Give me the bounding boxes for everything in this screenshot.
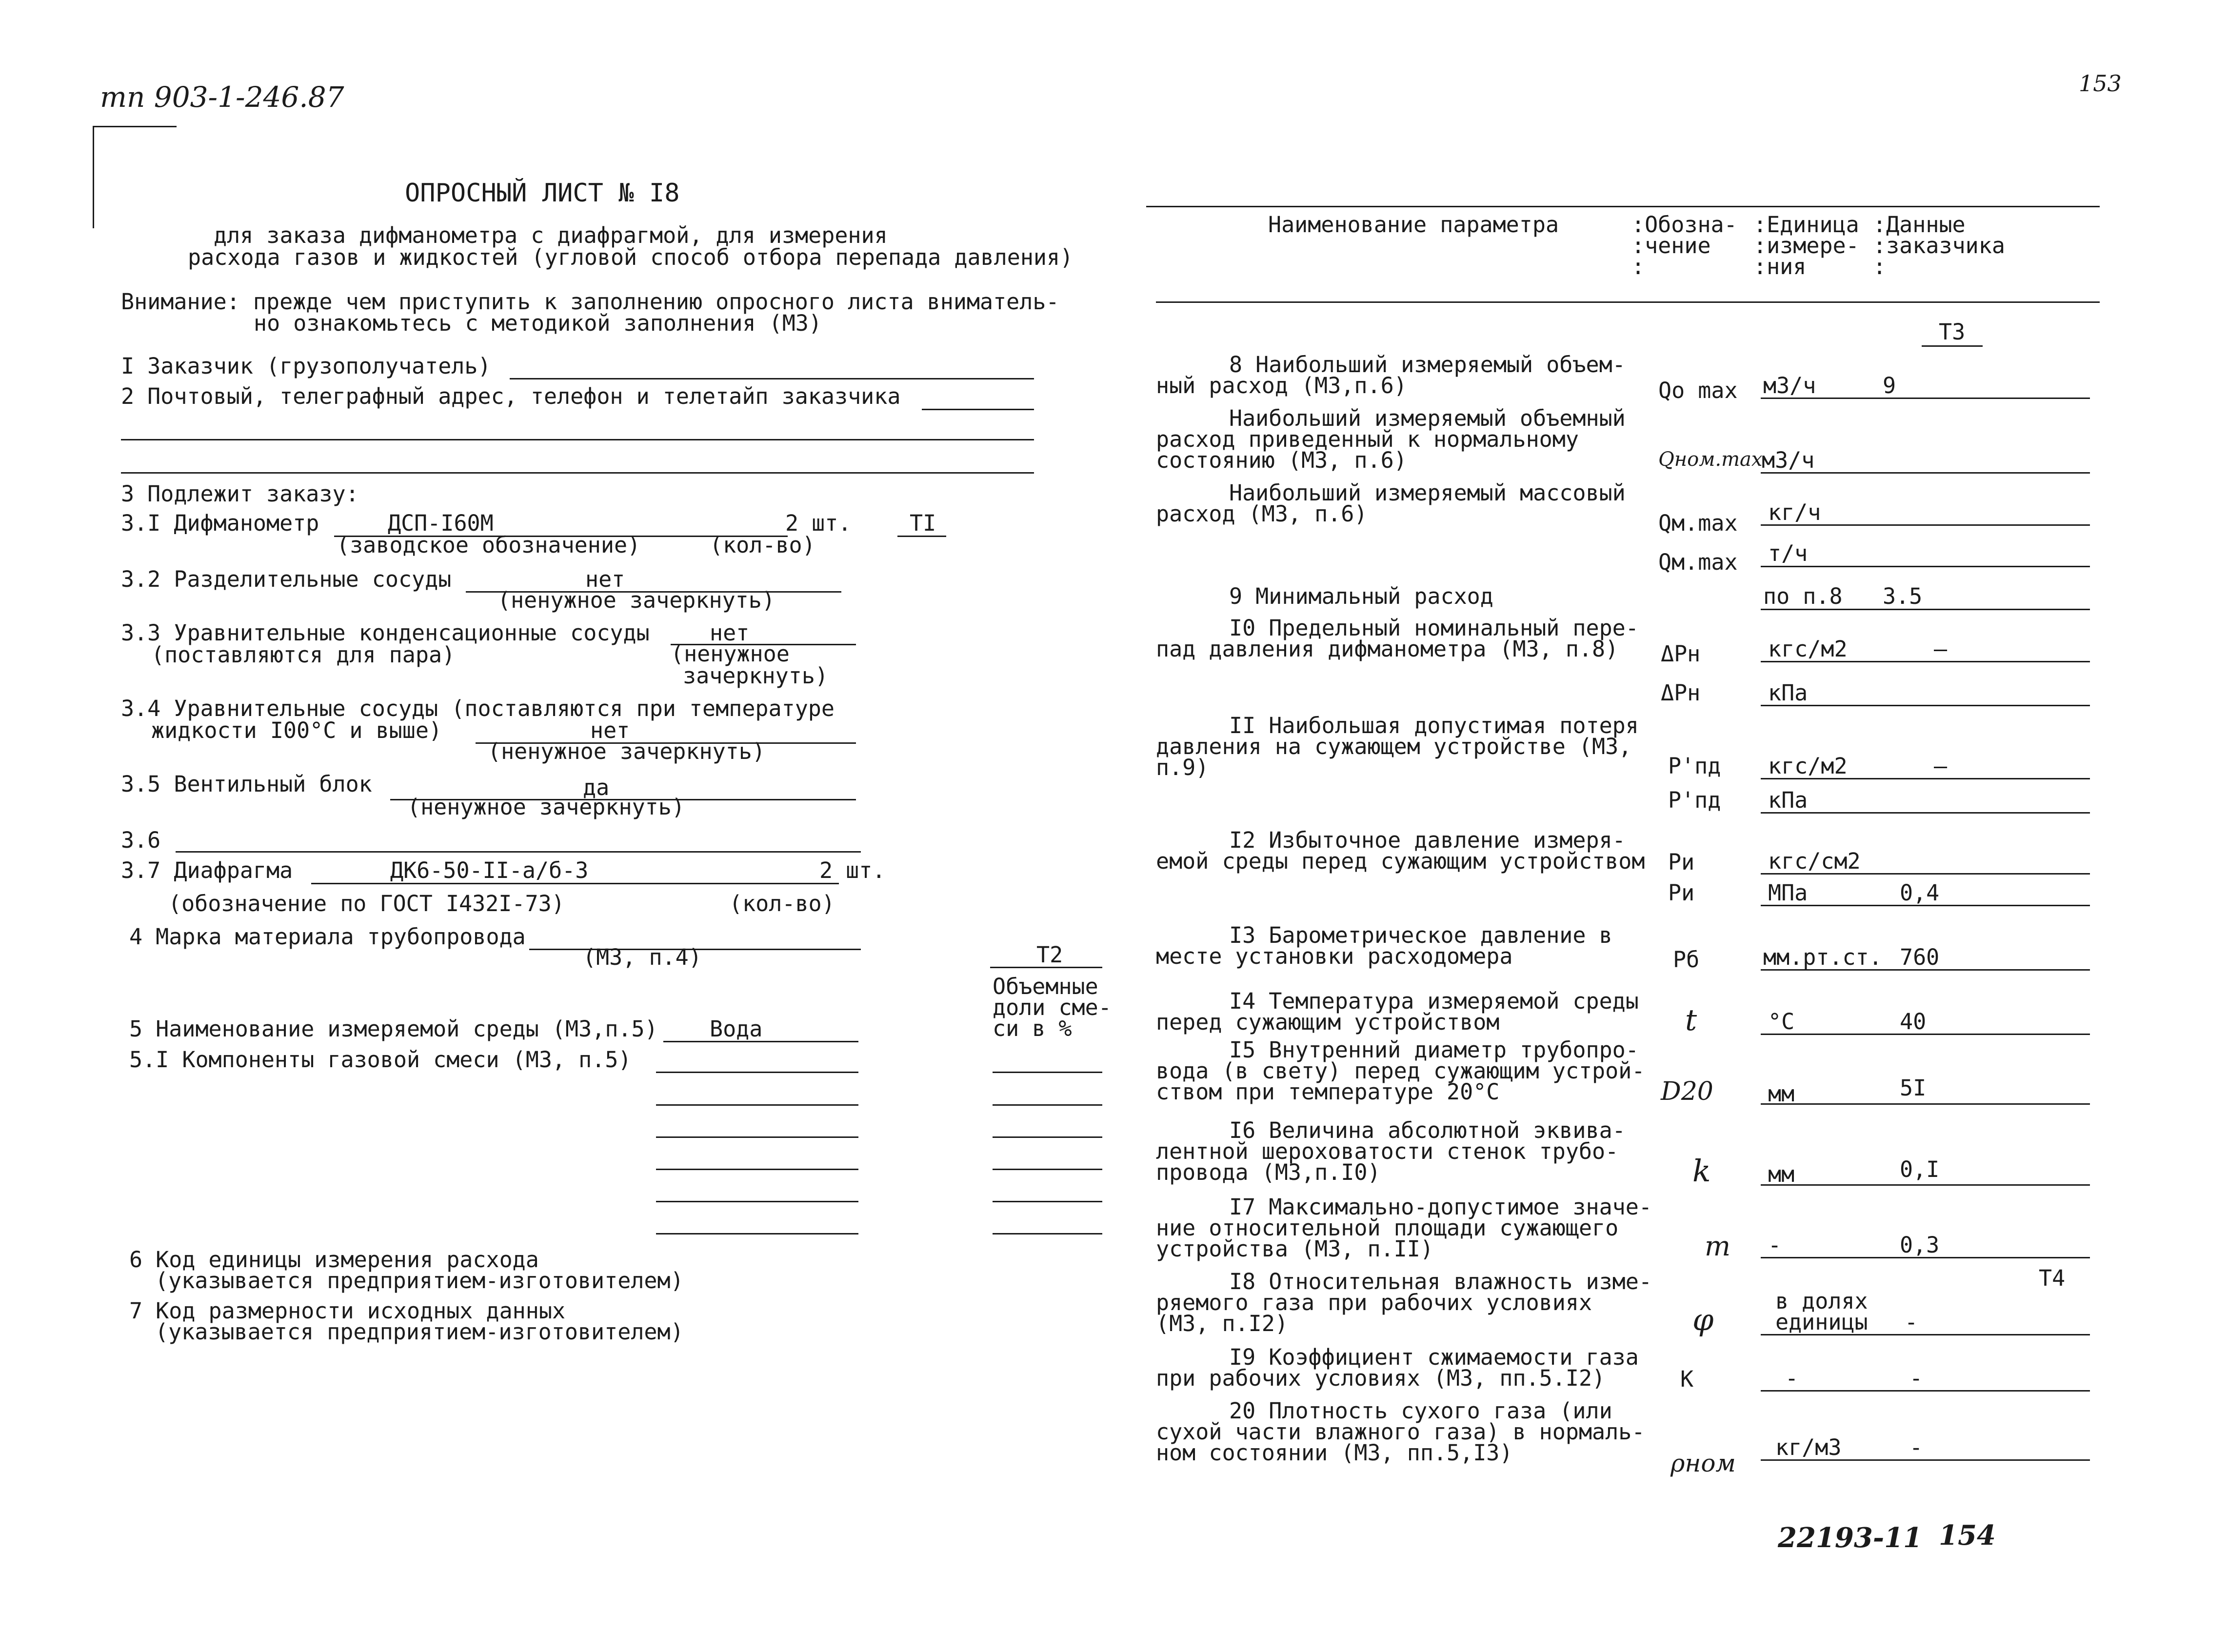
param-20-field[interactable] — [1761, 1459, 2090, 1461]
param-16-field[interactable] — [1761, 1184, 2090, 1186]
param-12-name-1: I2 Избыточное давление измеря- — [1229, 827, 1626, 853]
param-9-name: 9 Минимальный расход — [1229, 583, 1493, 609]
param-12-name-2: емой среды перед сужающим устройством — [1156, 848, 1645, 874]
item-3-7-field[interactable] — [311, 883, 839, 884]
param-9-unit: по п.8 — [1763, 583, 1843, 609]
param-13-name-1: I3 Барометрическое давление в — [1229, 922, 1612, 948]
item-3-1-qty: 2 шт. — [785, 510, 852, 536]
param-8c-name-2: расход (МЗ, п.6) — [1156, 501, 1368, 527]
param-15-name-1: I5 Внутренний диаметр трубопро- — [1229, 1037, 1639, 1063]
form-subtitle-line-1: для заказа дифманометра с диафрагмой, для измерения — [214, 222, 888, 248]
param-18-value: - — [1905, 1309, 1918, 1335]
item-3-6-field[interactable] — [176, 851, 861, 853]
param-11-unit: кгс/м2 — [1768, 753, 1848, 779]
item-3-3-note-1: (ненужное — [671, 641, 790, 667]
item-3-7-qty: 2 шт. — [819, 857, 886, 883]
param-10b-field[interactable] — [1761, 705, 2090, 706]
param-15-value: 5I — [1900, 1075, 1927, 1101]
table-ref-t3: T3 — [1939, 319, 1966, 345]
header-symbol-2: :чение — [1631, 233, 1711, 259]
item-3-4-label: 3.4 Уравнительные сосуды (поставляются при температуре — [121, 696, 835, 721]
param-12b-symbol: Pи — [1668, 880, 1695, 906]
table-top-rule — [1146, 206, 2100, 207]
param-18-name-1: I8 Относительная влажность изме- — [1229, 1269, 1652, 1294]
item-3-3-value: нет — [710, 620, 750, 646]
item-3-3-note-2: зачеркнуть) — [683, 663, 829, 689]
item-3-5-note: (ненужное зачеркнуть) — [407, 794, 685, 820]
item-3-7-qty-note: (кол-во) — [729, 891, 835, 916]
param-18-unit-1: в долях — [1775, 1288, 1868, 1314]
param-8c-field[interactable] — [1761, 524, 2090, 526]
param-10-unit: кгс/м2 — [1768, 636, 1848, 662]
archive-number: 22193-11 — [1778, 1522, 1922, 1554]
item-5-1-label: 5.I Компоненты газовой смеси (МЗ, п.5) — [129, 1047, 632, 1073]
param-16-name-2: лентной шероховатости стенок трубо- — [1156, 1138, 1619, 1164]
header-data-2: :заказчика — [1873, 233, 2005, 259]
item-4-label: 4 Марка материала трубопровода — [129, 924, 526, 950]
item-3-7-note: (обозначение по ГОСТ I432I-73) — [168, 891, 565, 916]
param-12-symbol: Pи — [1668, 849, 1695, 875]
param-13-field[interactable] — [1761, 969, 2090, 971]
param-8-unit: м3/ч — [1763, 373, 1816, 398]
gas-component-field-6[interactable] — [656, 1233, 858, 1234]
param-8-value: 9 — [1883, 373, 1896, 398]
param-20-unit: кг/м3 — [1775, 1434, 1842, 1460]
param-8-name-1: 8 Наибольший измеряемый объем- — [1229, 352, 1626, 378]
param-17-name-2: ние относительной площади сужающего — [1156, 1215, 1619, 1241]
param-15-unit: мм — [1768, 1081, 1795, 1107]
param-10-field[interactable] — [1761, 661, 2090, 662]
address-field-2[interactable] — [121, 439, 1034, 440]
param-8-symbol: Qo max — [1658, 378, 1738, 403]
param-16-name-3: провода (МЗ,п.I0) — [1156, 1159, 1381, 1185]
header-symbol-3: : — [1631, 254, 1645, 279]
volume-share-field-3[interactable] — [993, 1136, 1102, 1138]
param-20-value: - — [1909, 1434, 1923, 1460]
param-11b-field[interactable] — [1761, 812, 2090, 814]
table-ref-t4: T4 — [2039, 1265, 2066, 1291]
param-8b-unit: м3/ч — [1762, 447, 1815, 473]
param-17-value: 0,3 — [1900, 1232, 1940, 1258]
param-8c-name-1: Наибольший измеряемый массовый — [1229, 480, 1626, 506]
param-10b-unit: кПа — [1768, 680, 1808, 706]
item-7-note: (указывается предприятием-изготовителем) — [155, 1319, 684, 1345]
param-18-name-3: (МЗ, п.I2) — [1156, 1311, 1288, 1336]
param-15-symbol: D20 — [1661, 1077, 1713, 1106]
volume-share-label-3: си в % — [993, 1015, 1072, 1041]
param-12b-value: 0,4 — [1900, 880, 1940, 906]
item-6-label: 6 Код единицы измерения расхода — [129, 1247, 539, 1273]
param-11-name-3: п.9) — [1156, 755, 1209, 780]
param-11-symbol: P'пд — [1668, 753, 1721, 779]
header-unit-2: :измере- — [1753, 233, 1859, 259]
table-header-rule — [1156, 301, 2100, 303]
table-ref-t1: TI — [910, 510, 936, 536]
param-10-name-1: I0 Предельный номинальный пере- — [1229, 615, 1639, 641]
header-parameter-name: Наименование параметра — [1268, 212, 1559, 238]
volume-share-field-2[interactable] — [993, 1104, 1102, 1106]
param-20-name-1: 20 Плотность сухого газа (или — [1229, 1398, 1612, 1424]
param-19-value: - — [1909, 1365, 1923, 1391]
header-unit-1: :Единица — [1753, 212, 1859, 238]
param-13-symbol: Pб — [1673, 947, 1700, 973]
param-8b-name-1: Наибольший измеряемый объемный — [1229, 405, 1626, 431]
param-13-name-2: месте установки расходомера — [1156, 943, 1513, 969]
param-14-unit: °C — [1768, 1009, 1795, 1035]
corner-mark-vertical — [93, 126, 94, 228]
param-11-value: — — [1934, 753, 1948, 779]
param-11-name-2: давления на сужающем устройстве (МЗ, — [1156, 734, 1632, 759]
gas-component-field-1[interactable] — [656, 1072, 858, 1073]
table-ref-t1-underline — [897, 536, 946, 537]
item-3-1-label: 3.I Дифманометр — [121, 510, 319, 536]
volume-share-label-1: Объемные — [993, 974, 1098, 999]
item-3-4-value: нет — [590, 717, 630, 743]
item-3-1-value: ДСП-I60М — [388, 510, 494, 536]
param-8-name-2: ный расход (МЗ,п.6) — [1156, 373, 1407, 398]
item-3-2-label: 3.2 Разделительные сосуды — [121, 566, 452, 592]
document-code: тп 903-1-246.87 — [100, 80, 344, 114]
param-16-value: 0,I — [1900, 1156, 1940, 1182]
param-17-name-3: устройства (МЗ, п.II) — [1156, 1236, 1433, 1262]
item-5-value: Вода — [710, 1016, 763, 1042]
param-18-symbol: φ — [1692, 1302, 1714, 1337]
param-14-symbol: t — [1685, 1003, 1697, 1037]
order-heading: 3 Подлежит заказу: — [121, 481, 359, 507]
item-3-5-label: 3.5 Вентильный блок — [121, 771, 372, 797]
notice-line-1: Внимание: прежде чем приступить к заполнению опросного листа вниматель- — [121, 289, 1059, 315]
param-16-name-1: I6 Величина абсолютной эквива- — [1229, 1117, 1626, 1143]
param-10b-symbol: ΔPн — [1661, 680, 1701, 706]
param-8-field[interactable] — [1761, 398, 2090, 399]
param-19-field[interactable] — [1761, 1390, 2090, 1392]
param-12-field[interactable] — [1761, 873, 2090, 875]
notice-line-2: но ознакомьтесь с методикой заполнения (МЗ) — [254, 310, 822, 336]
item-3-1-qty-note: (кол-во) — [710, 532, 815, 558]
param-14-value: 40 — [1900, 1009, 1927, 1035]
param-13-unit: мм.рт.ст. — [1763, 944, 1882, 970]
address-field-1[interactable] — [922, 409, 1034, 410]
param-8c-unit: кг/ч — [1768, 499, 1821, 525]
volume-share-label-2: доли сме- — [993, 995, 1112, 1020]
corner-mark-horizontal — [94, 126, 177, 127]
header-data-1: :Данные — [1873, 212, 1966, 238]
param-10-name-2: пад давления дифманометра (МЗ, п.8) — [1156, 636, 1619, 662]
param-15-name-3: ством при температуре 20°C — [1156, 1079, 1500, 1105]
table-ref-t2-underline — [990, 967, 1102, 968]
item-5-field[interactable] — [663, 1041, 858, 1042]
param-8b-field[interactable] — [1761, 472, 2090, 474]
param-8d-field[interactable] — [1761, 566, 2090, 567]
item-4-note: (МЗ, п.4) — [583, 944, 702, 970]
param-11b-symbol: P'пд — [1668, 787, 1721, 813]
table-ref-t2: T2 — [1036, 942, 1063, 968]
param-17-unit: - — [1768, 1232, 1782, 1258]
param-8d-unit: т/ч — [1768, 540, 1808, 566]
param-9-value: 3.5 — [1883, 583, 1923, 609]
param-12b-unit: МПа — [1768, 880, 1808, 906]
param-20-name-3: ном состоянии (МЗ, пп.5,I3) — [1156, 1440, 1513, 1466]
param-11-field[interactable] — [1761, 778, 2090, 779]
table-ref-t3-underline — [1922, 345, 1983, 347]
page-number: 153 — [2079, 70, 2122, 97]
param-16-symbol: k — [1692, 1153, 1711, 1189]
gas-component-field-4[interactable] — [656, 1169, 858, 1170]
param-10-symbol: ΔPн — [1661, 641, 1701, 667]
param-13-value: 760 — [1900, 944, 1940, 970]
item-3-3-label-2: (поставляются для пара) — [151, 642, 456, 668]
volume-share-field-5[interactable] — [993, 1201, 1102, 1202]
param-19-name-1: I9 Коэффициент сжимаемости газа — [1229, 1344, 1639, 1370]
param-14-name-2: перед сужающим устройством — [1156, 1009, 1500, 1035]
param-10-value: — — [1934, 636, 1948, 662]
item-3-4-note: (ненужное зачеркнуть) — [488, 738, 765, 764]
param-8c-symbol: Qм.max — [1658, 510, 1738, 536]
param-15-field[interactable] — [1761, 1103, 2090, 1105]
volume-share-field-1[interactable] — [993, 1072, 1102, 1073]
page-reference: 154 — [1939, 1519, 1996, 1552]
item-3-1-note: (заводское обозначение) — [337, 532, 641, 558]
customer-label: I Заказчик (грузополучатель) — [121, 353, 491, 379]
param-18-field[interactable] — [1761, 1334, 2090, 1335]
gas-component-field-2[interactable] — [656, 1104, 858, 1106]
address-field-3[interactable] — [121, 472, 1034, 474]
item-3-5-value: да — [583, 775, 610, 800]
item-6-note: (указывается предприятием-изготовителем) — [155, 1268, 684, 1294]
volume-share-field-4[interactable] — [993, 1169, 1102, 1170]
param-17-symbol: m — [1705, 1231, 1731, 1262]
param-18-name-2: ряемого газа при рабочих условиях — [1156, 1290, 1592, 1315]
form-title: ОПРОСНЫЙ ЛИСТ № I8 — [405, 179, 680, 208]
param-14-name-1: I4 Температура измеряемой среды — [1229, 988, 1639, 1014]
customer-field[interactable] — [510, 378, 1034, 379]
param-20-symbol: ρном — [1670, 1449, 1736, 1477]
param-12-unit: кгс/см2 — [1768, 848, 1861, 874]
item-5-label: 5 Наименование измеряемой среды (МЗ,п.5) — [129, 1016, 658, 1042]
item-3-6-label: 3.6 — [121, 827, 161, 853]
header-symbol-1: :Обозна- — [1631, 212, 1737, 238]
param-14-field[interactable] — [1761, 1034, 2090, 1035]
param-17-field[interactable] — [1761, 1257, 2090, 1258]
item-3-7-label: 3.7 Диафрагма — [121, 857, 293, 883]
form-subtitle-line-2: расхода газов и жидкостей (угловой способ отбора перепада давления) — [188, 244, 1074, 270]
item-3-4-label-2: жидкости I00°С и выше) — [151, 717, 442, 743]
header-data-3: : — [1873, 254, 1887, 279]
param-11-name-1: II Наибольшая допустимая потеря — [1229, 713, 1639, 738]
param-12b-field[interactable] — [1761, 905, 2090, 906]
item-3-2-note: (ненужное зачеркнуть) — [497, 587, 775, 613]
param-8b-name-3: состоянию (МЗ, п.6) — [1156, 447, 1407, 473]
item-7-label: 7 Код размерности исходных данных — [129, 1298, 566, 1324]
param-9-field[interactable] — [1761, 609, 2090, 610]
item-3-3-label: 3.3 Уравнительные конденсационные сосуды — [121, 620, 650, 646]
param-16-unit: мм — [1768, 1161, 1795, 1187]
param-8b-symbol: Qном.max — [1658, 448, 1763, 471]
param-19-symbol: K — [1680, 1366, 1694, 1392]
param-11b-unit: кПа — [1768, 787, 1808, 813]
volume-share-field-6[interactable] — [993, 1233, 1102, 1234]
param-19-unit: - — [1785, 1365, 1799, 1391]
address-label: 2 Почтовый, телеграфный адрес, телефон и телетайп заказчика — [121, 383, 901, 409]
param-8b-name-2: расход приведенный к нормальному — [1156, 426, 1579, 452]
param-18-unit-2: единицы — [1775, 1309, 1868, 1335]
header-unit-3: :ния — [1753, 254, 1807, 279]
param-8d-symbol: Qм.max — [1658, 549, 1738, 575]
param-17-name-1: I7 Максимально-допустимое значе- — [1229, 1194, 1652, 1220]
gas-component-field-5[interactable] — [656, 1201, 858, 1202]
param-19-name-2: при рабочих условиях (МЗ, пп.5.I2) — [1156, 1365, 1606, 1391]
param-20-name-2: сухой части влажного газа) в нормаль- — [1156, 1419, 1645, 1445]
param-15-name-2: вода (в свету) перед сужающим устрой- — [1156, 1058, 1645, 1084]
item-3-2-value: нет — [585, 566, 625, 592]
gas-component-field-3[interactable] — [656, 1136, 858, 1138]
item-3-7-value: ДК6-50-II-а/б-3 — [390, 857, 589, 883]
